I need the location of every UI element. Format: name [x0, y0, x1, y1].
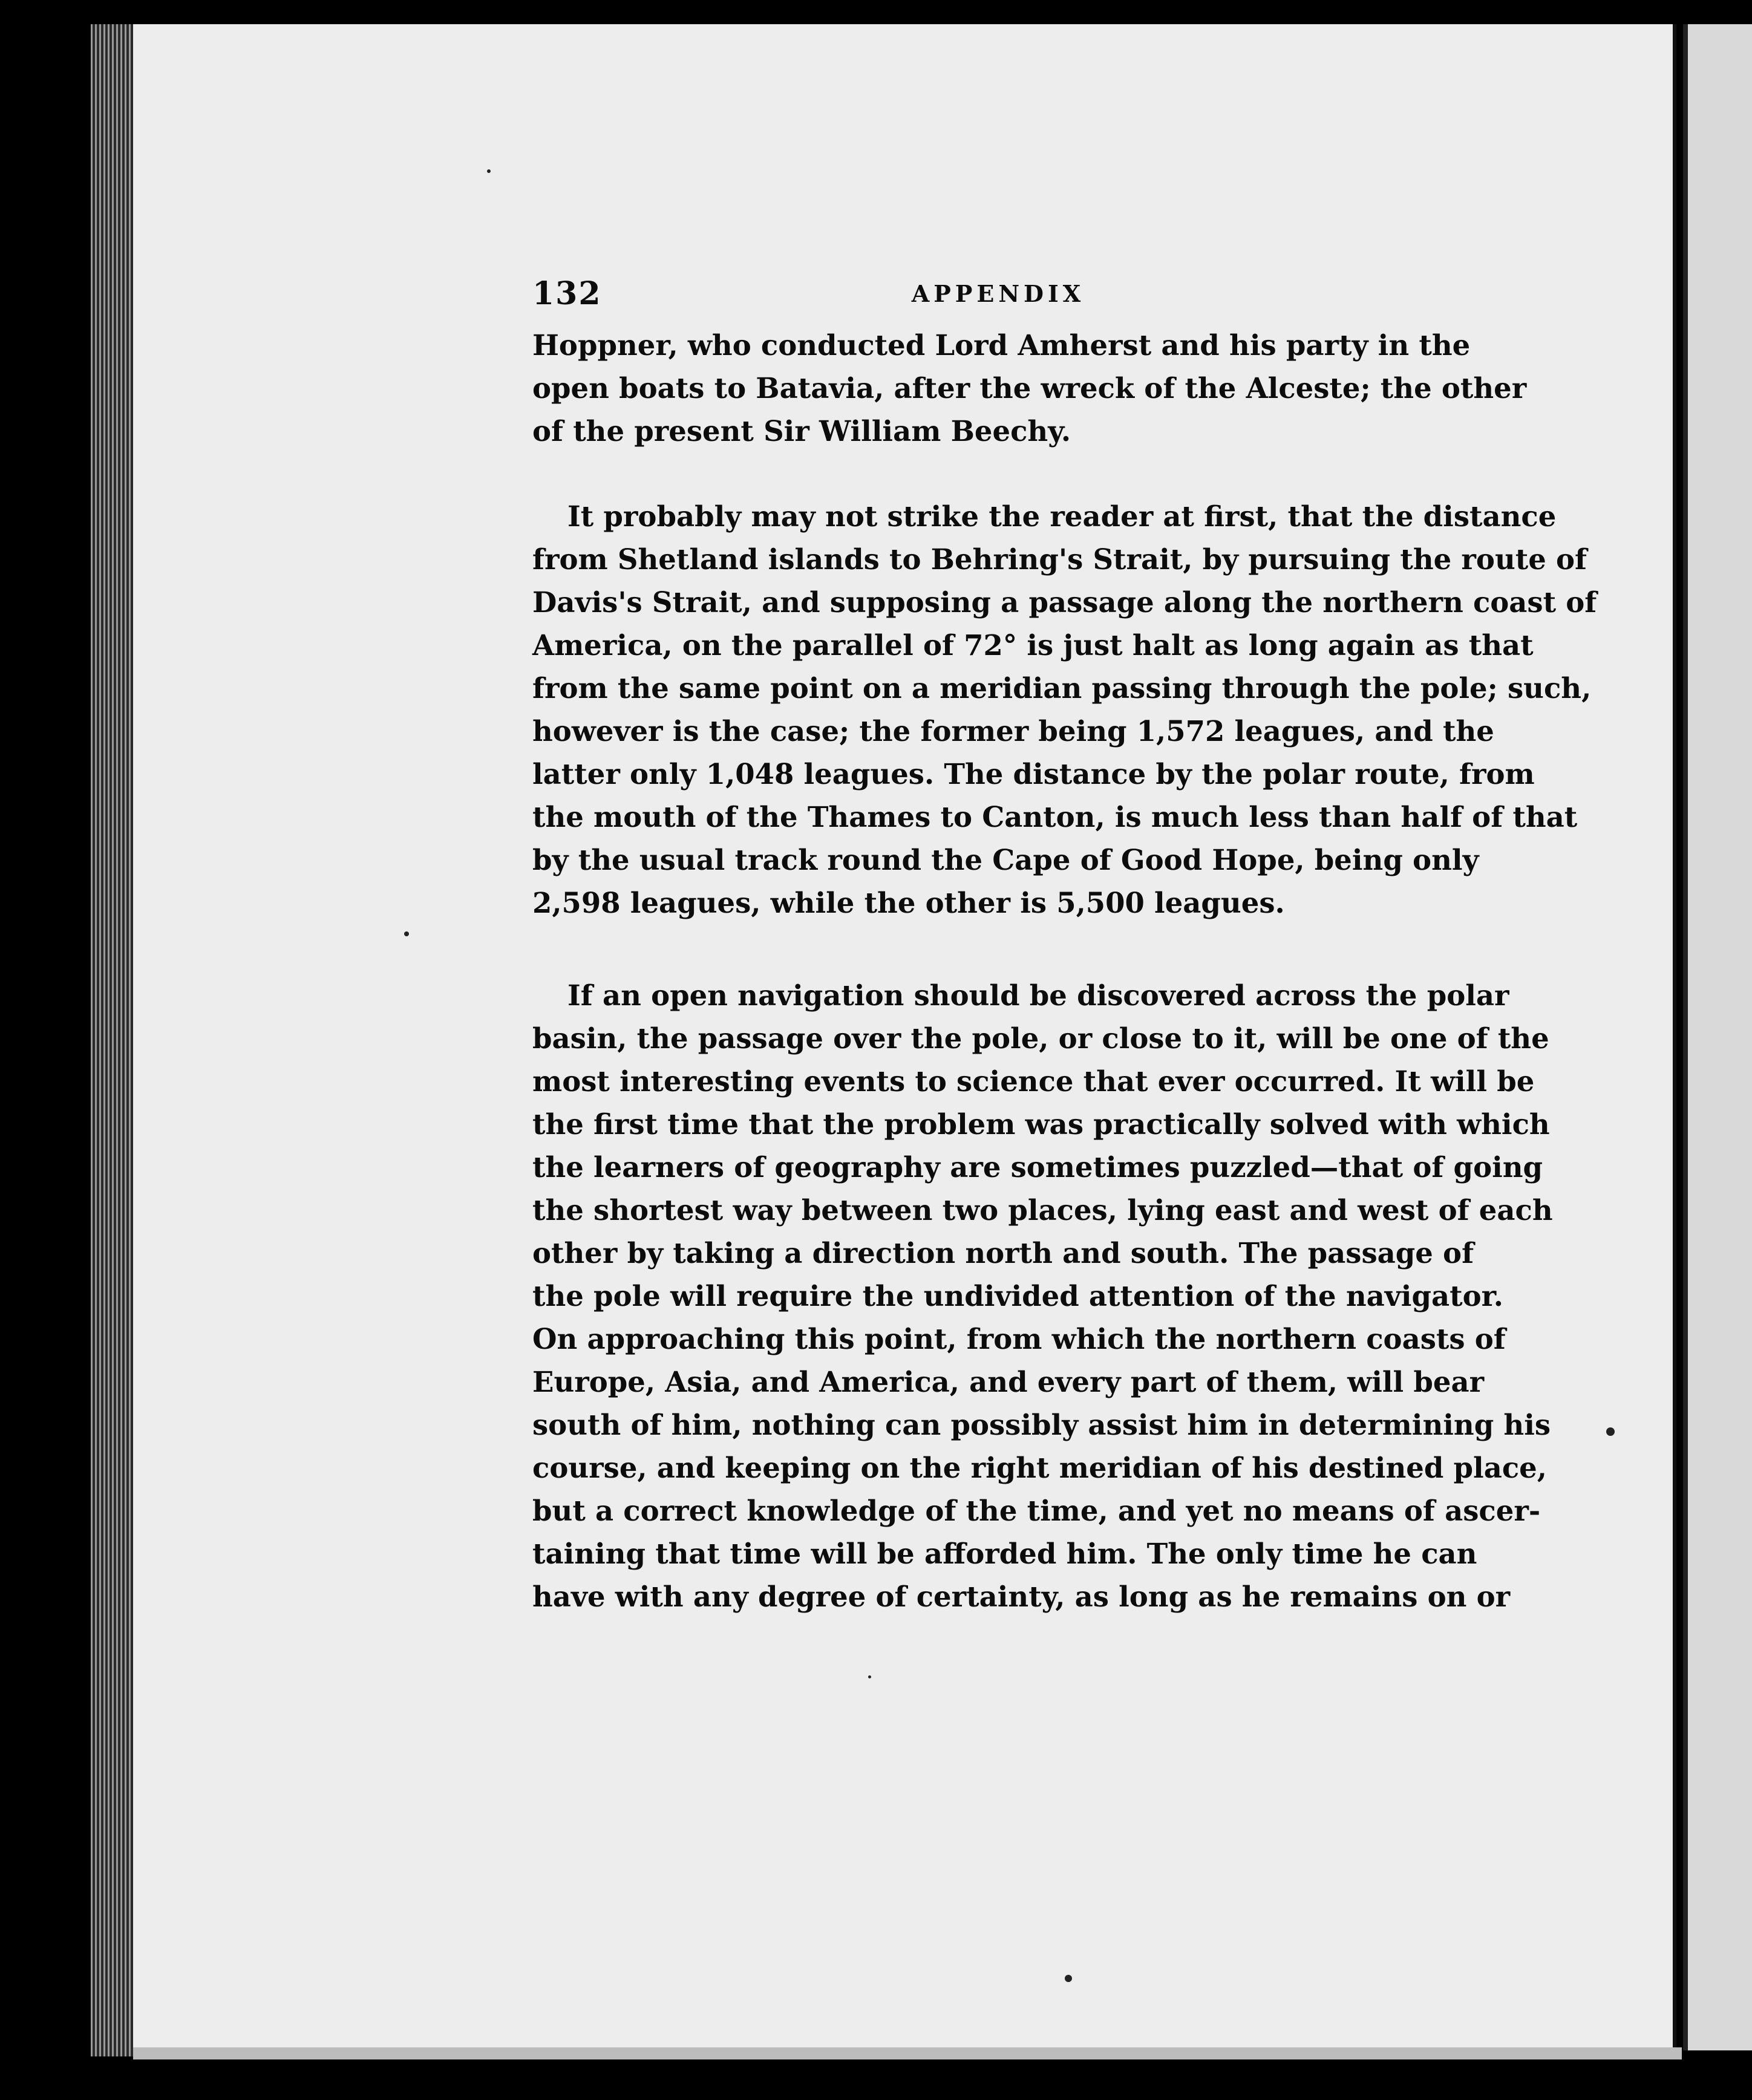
text-line: from the same point on a meridian passing through the pole; such, [532, 671, 1592, 705]
text-line: have with any degree of certainty, as long as he remains on or [532, 1580, 1511, 1613]
text-line: the shortest way between two places, lying east and west of each [532, 1193, 1553, 1227]
text-line: the learners of geography are sometimes puzzled—that of going [532, 1150, 1543, 1184]
text-line: Hoppner, who conducted Lord Amherst and his party in the [532, 328, 1471, 362]
running-head [532, 275, 1464, 324]
page-text [532, 275, 1597, 1618]
text-line: but a correct knowledge of the time, and yet no means of ascer- [532, 1494, 1541, 1527]
text-line: latter only 1,048 leagues. The distance by the polar route, from [532, 757, 1535, 791]
page-bottom-edge [133, 2047, 1682, 2059]
running-head-title: APPENDIX [911, 280, 1085, 307]
page-edge-stack [91, 24, 136, 2056]
text-line: Europe, Asia, and America, and every part of them, will bear [532, 1365, 1485, 1398]
speck [487, 169, 491, 173]
paragraph-gap [532, 924, 1464, 974]
speck [1606, 1427, 1615, 1436]
text-line: If an open navigation should be discovered across the polar [567, 979, 1509, 1012]
text-line: of the present Sir William Beechy. [532, 414, 1071, 448]
text-line: basin, the passage over the pole, or close to it, will be one of the [532, 1022, 1549, 1055]
text-line: however is the case; the former being 1,572 leagues, and the [532, 714, 1494, 748]
text-line: by the usual track round the Cape of Good Hope, being only [532, 843, 1479, 876]
speck [1065, 1975, 1072, 1982]
speck [868, 1675, 871, 1678]
text-line: taining that time will be afforded him. The only time he can [532, 1537, 1477, 1570]
text-line: the pole will require the undivided attention of the navigator. [532, 1279, 1503, 1312]
text-line: America, on the parallel of 72° is just halt as long again as that [532, 628, 1534, 662]
text-line: On approaching this point, from which the northern coasts of [532, 1322, 1506, 1355]
text-line: the first time that the problem was practically solved with which [532, 1107, 1550, 1141]
text-line: most interesting events to science that ever occurred. It will be [532, 1065, 1535, 1098]
text-line: other by taking a direction north and south. The passage of [532, 1236, 1474, 1270]
text-line: from Shetland islands to Behring's Strait, by pursuing the route of [532, 543, 1587, 576]
text-line: open boats to Batavia, after the wreck of the Alceste; the other [532, 371, 1527, 405]
text-line: the mouth of the Thames to Canton, is much less than half of that [532, 800, 1578, 833]
text-line: course, and keeping on the right meridian of his destined place, [532, 1451, 1547, 1484]
paragraph-gap [532, 452, 1464, 495]
page-number: 132 [532, 275, 602, 312]
text-line: It probably may not strike the reader at first, that the distance [567, 500, 1557, 533]
facing-page-sliver [1683, 24, 1752, 2050]
paragraph [532, 324, 1527, 452]
paragraph [532, 974, 1553, 1618]
speck [404, 931, 409, 936]
text-line: Davis's Strait, and supposing a passage along the northern coast of [532, 585, 1597, 619]
paragraph [532, 495, 1597, 924]
text-line: 2,598 leagues, while the other is 5,500 leagues. [532, 886, 1285, 919]
text-line: south of him, nothing can possibly assist him in determining his [532, 1408, 1551, 1441]
